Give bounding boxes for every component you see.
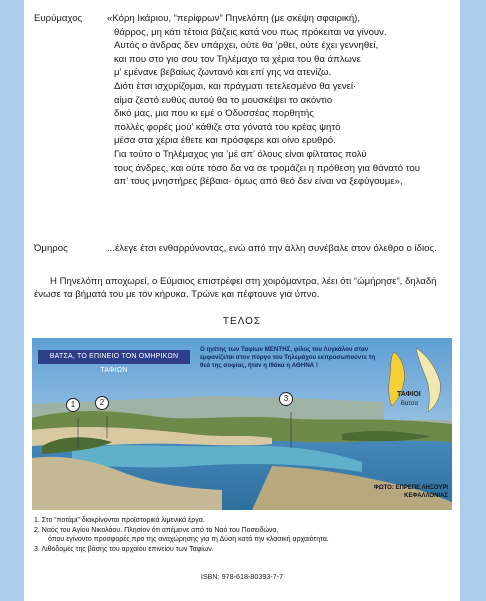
verse-line: αίμα ζεστό ευθύς αυτού θα το μουσκέψει το ακόντιο xyxy=(114,94,333,106)
speaker-omiros: Όμηρος xyxy=(34,243,68,254)
photo-banner: ΒΑΤΣΑ, ΤΟ ΕΠΙΝΕΙΟ ΤΟΝ ΟΜΗΡΙΚΩΝ ΤΑΦΙΩΝ xyxy=(38,350,190,364)
isbn: ISBN: 978-618-80393-7-7 xyxy=(200,572,284,581)
caption-1: 1. Στο “ποτάμι” διακρίνονται προϊστορικά λιμενικά έργα. xyxy=(34,517,205,524)
end-label: ΤΕΛΟΣ xyxy=(222,316,262,327)
caption-3: 3. Λιθοδομές της βάσης του αρχαίου επινείου των Ταφίων. xyxy=(34,545,214,553)
verse-line: θάρρος, μη κάτι τέτοια βάζεις κατά νου πως πρόκειται να γίνουν. xyxy=(114,26,387,38)
photo-credit: ΦΩΤΟ: ΕΠΡΕΠΕ ΛΗΞΟΥΡΙ ΚΕΦΑΛΛΟΝΙΑΣ xyxy=(373,485,448,499)
book-page xyxy=(24,0,460,601)
verse-line: και που στο γιο σου τον Τηλέμαχο τα χέρια του θα άπλωνε xyxy=(114,53,361,65)
omiros-verse xyxy=(107,242,457,256)
verse-line: Διότι έτσι ισχυρίζομαι, και πράγματι τετελεσμένο θα γενεί· xyxy=(114,80,357,92)
verse-line: απ’ τους μνηστήρες βέβαια· όμως από θεό δεν είναι να ξεφύγουμε», xyxy=(114,176,403,188)
eurymachos-verse xyxy=(107,12,457,189)
photo-description: Ο ηγέτης των Ταφίων ΜΕΝΤΗΣ, φίλος του Λυγκάλου σταν εμφανίζεται στον πύργο του Τηλεμάχου εκπροσωπούντε τη θεά της σοφίας, ήταν η Ιθάκα η ΑΘΗΝΑ ! xyxy=(200,346,376,369)
verse-line: «Κόρη Ικάριου, “περίφρων” Πηνελόπη (με σκέψη σφαιρική), xyxy=(107,13,361,24)
verse-line: ...έλεγε έτσι ενθαρρύνοντας, ενώ από την άλλη συνέβαλε στον όλεθρο ο ίδιος. xyxy=(107,243,437,254)
verse-line: μέσα στα χέρια έθετε και πρόσφερε και οίνο ερυθρό. xyxy=(114,135,336,147)
verse-line: τους άνδρες, και ούτε τόσο δα να σε τρομάζει η πρόθεση για θάνατό του xyxy=(114,162,421,174)
marker-1: 1 xyxy=(66,398,80,412)
photo-captions xyxy=(34,516,454,554)
vatsa-photo xyxy=(32,338,452,510)
marker-3: 3 xyxy=(279,392,293,406)
verse-line: μ’ εμένανε βεβαίως ζωντανό και επί γης να ατενίζω. xyxy=(114,67,332,79)
verse-line: πολλές φορές μού’ κάθιζε στα γόνατά του κρέας ψητό xyxy=(114,121,341,133)
marker-2: 2 xyxy=(95,396,109,410)
narrative-paragraph: Η Πηνελόπη αποχωρεί, ο Εύμαιος επιστρέφει στη χοιρόμαντρα, λέει ότι “ώμήρησε”, δηλαδή ένωσε τα βήματά του με τον κήρυκα. Τρώνε και πέφτουνε για ύπνο. xyxy=(34,276,437,300)
verse-line: δικό μας, μια που κι εμέ ο Οδυσσέας πορθητής xyxy=(114,108,314,120)
map-sublabel: Βατσα xyxy=(401,401,418,407)
caption-2: 2. Ναός του Αγίου Νικολάου. Πλησίον ότι απέμεινε από το Ναό του Ποσειδώνα, xyxy=(34,526,279,534)
verse-line: Αυτός ο άνδρας δεν υπάρχει, ούτε θα ’ρθει, ούτε έχει γεννηθεί, xyxy=(114,40,379,52)
map-label: ΤΑΦΙΟΙ xyxy=(397,391,421,398)
speaker-eurymachos: Ευρύμαχος xyxy=(34,13,83,24)
caption-2-continued: όπου εγίνοντο προσφορές προ της αναχώρησης για τη Δύση κατά την κλασική αρχαιότητα. xyxy=(48,536,329,544)
verse-line: Για τούτο ο Τηλέμαχος για ’μέ απ’ όλους είναι φίλτατος πολύ xyxy=(114,148,367,160)
